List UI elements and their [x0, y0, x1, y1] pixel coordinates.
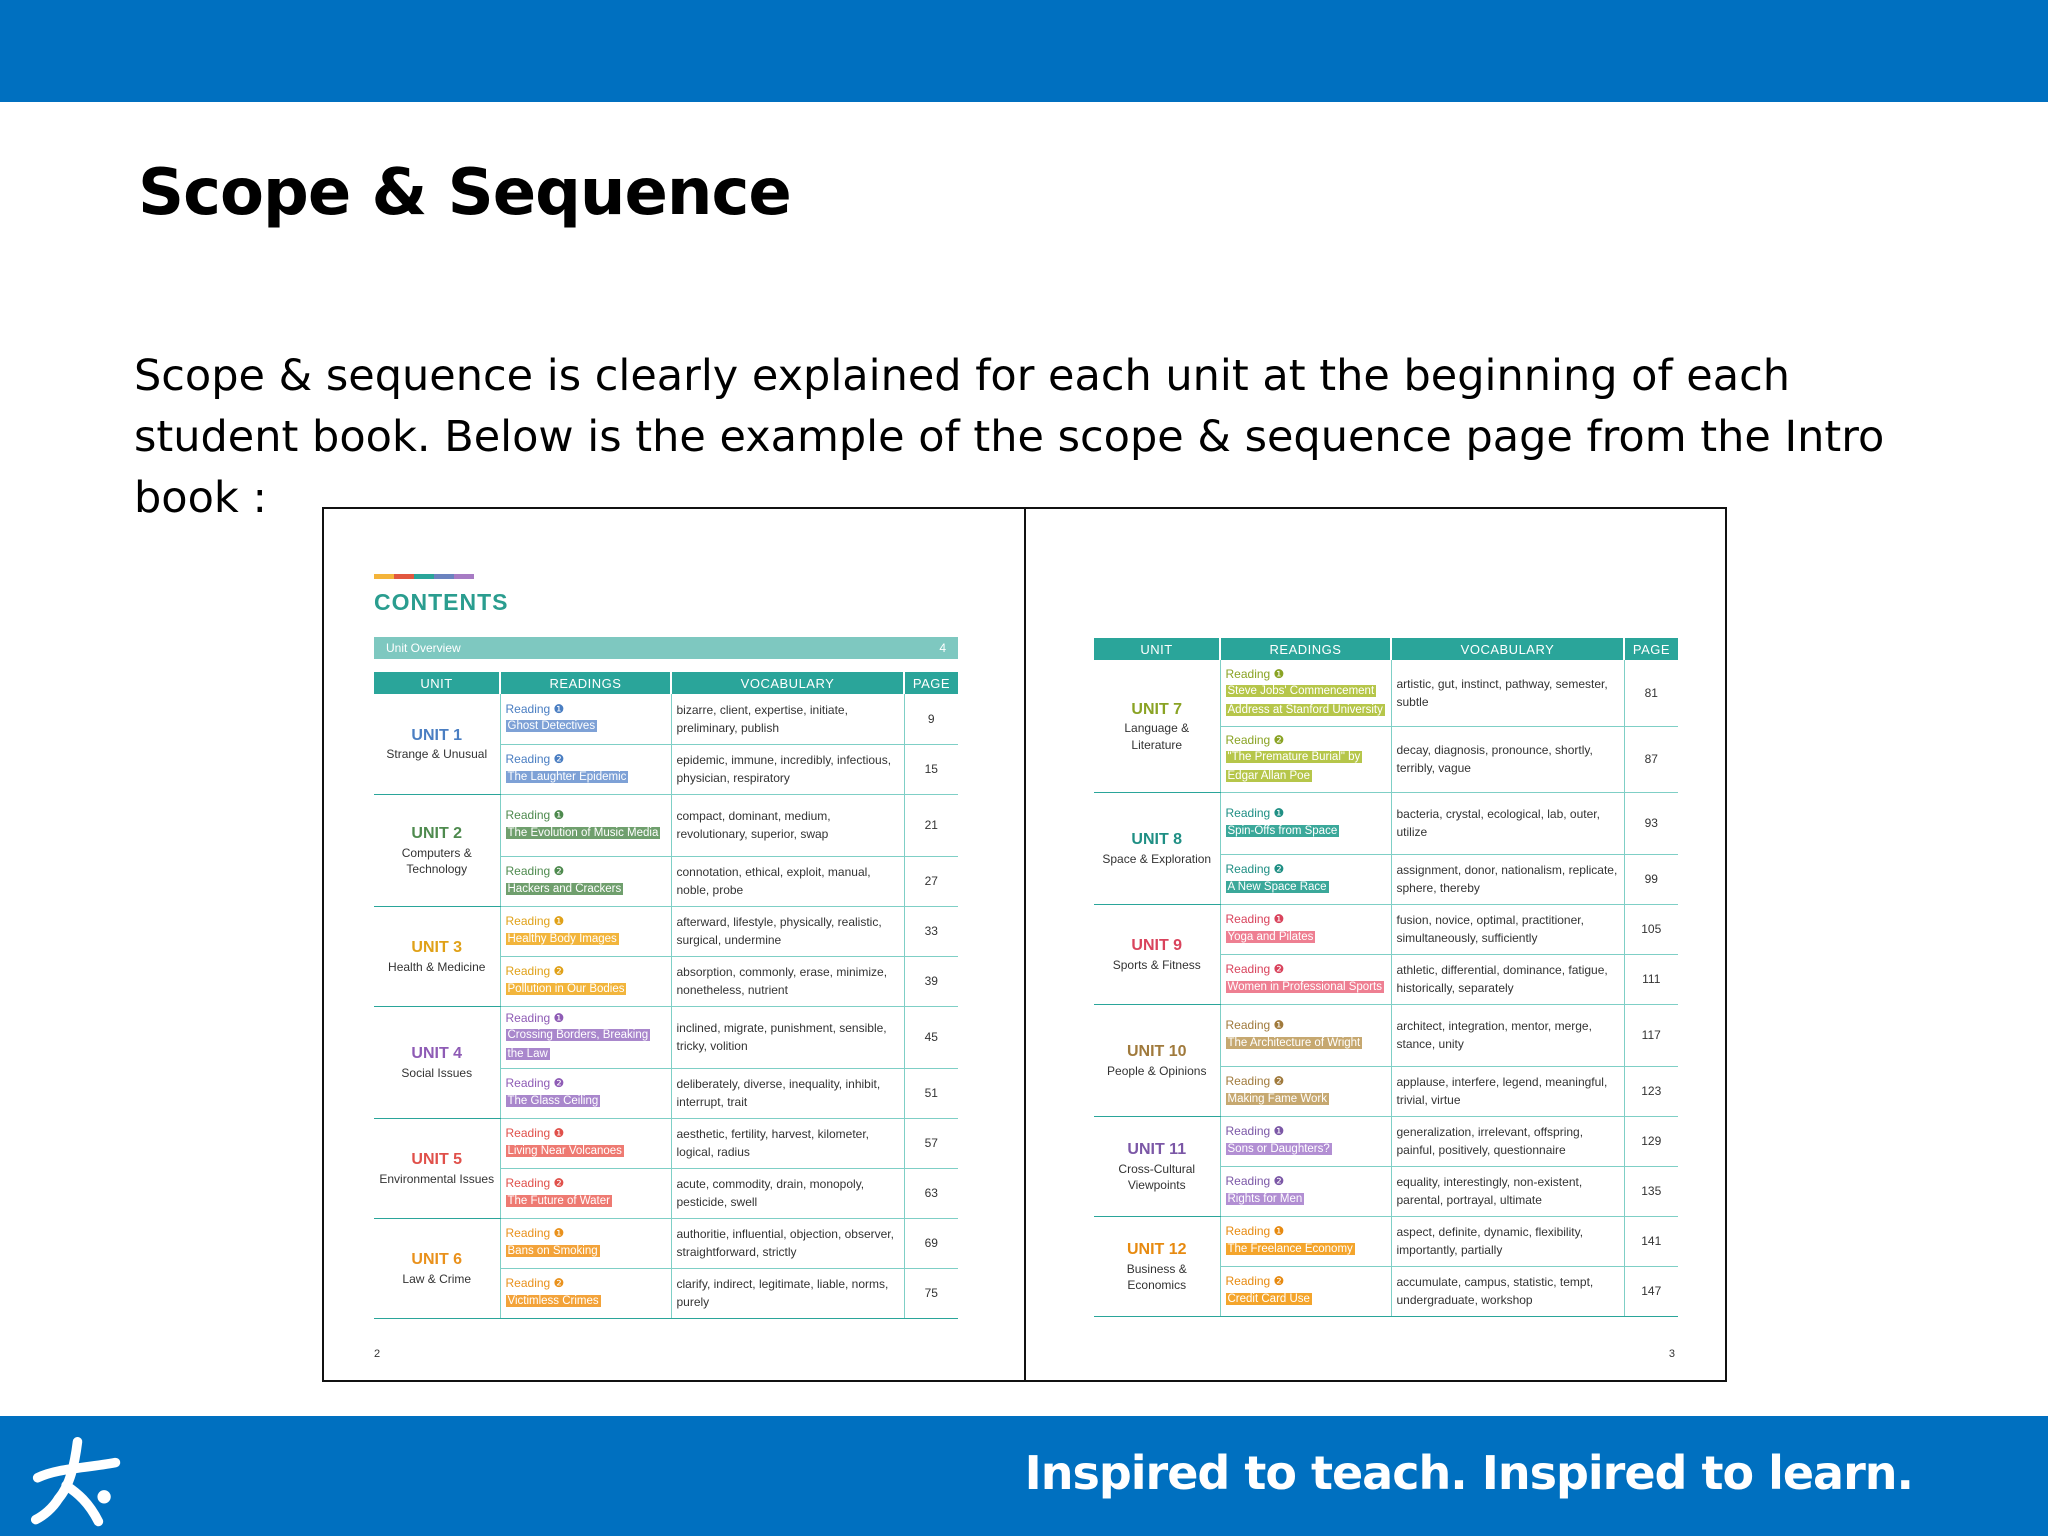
- vocabulary-cell: bacteria, crystal, ecological, lab, outer, utilize: [1391, 792, 1624, 854]
- reading-label: Reading ❶: [505, 808, 565, 823]
- reading-cell: [1220, 1166, 1391, 1216]
- vocabulary-cell: architect, integration, mentor, merge, stance, unity: [1391, 1004, 1624, 1066]
- reading-label: Reading ❶: [505, 1226, 565, 1241]
- table-row: [374, 794, 958, 856]
- strip-segment: [394, 574, 414, 579]
- reading-label: Reading ❷: [1225, 1174, 1285, 1189]
- contents-rows: [1094, 660, 1678, 1316]
- reading-title: Steve Jobs' Commencement Address at Stanford University: [1227, 684, 1383, 716]
- reading-label: Reading ❶: [505, 1126, 565, 1141]
- contents-table-right: [1094, 638, 1678, 1317]
- unit-theme: People & Opinions: [1107, 1063, 1207, 1078]
- column-header-readings: READINGS: [1220, 638, 1391, 660]
- reading-label: Reading ❷: [1225, 1074, 1285, 1089]
- unit-number: UNIT 11: [1127, 1141, 1187, 1159]
- reading-label: Reading ❶: [1225, 806, 1285, 821]
- page-number-cell: 87: [1624, 726, 1678, 792]
- reading-title: Ghost Detectives: [507, 720, 596, 733]
- table-row: [1094, 1116, 1678, 1166]
- unit-cell: [374, 794, 500, 906]
- unit-overview-bar: [374, 637, 958, 659]
- book-spread-image: [322, 507, 1727, 1382]
- vocabulary-cell: applause, interfere, legend, meaningful, trivial, virtue: [1391, 1066, 1624, 1116]
- table-row: [374, 1218, 958, 1268]
- reading-label: Reading ❷: [505, 1176, 565, 1191]
- unit-number: UNIT 4: [411, 1045, 463, 1063]
- unit-theme: Law & Crime: [402, 1271, 472, 1286]
- page-number-cell: 33: [904, 906, 958, 956]
- column-header-unit: UNIT: [1094, 638, 1220, 660]
- page-number-cell: 135: [1624, 1166, 1678, 1216]
- reading-label: Reading ❷: [1225, 1274, 1285, 1289]
- reading-cell: [500, 1006, 671, 1068]
- reading-title: Spin-Offs from Space: [1227, 824, 1338, 837]
- page-number-cell: 141: [1624, 1216, 1678, 1266]
- unit-cell: [1094, 792, 1220, 904]
- reading-title: A New Space Race: [1227, 880, 1327, 893]
- reading-cell: [1220, 792, 1391, 854]
- unit-overview-label: Unit Overview: [386, 641, 461, 655]
- page-number-cell: 129: [1624, 1116, 1678, 1166]
- reading-cell: [1220, 854, 1391, 904]
- reading-label: Reading ❷: [505, 752, 565, 767]
- reading-label: Reading ❶: [505, 1010, 565, 1025]
- reading-label: Reading ❶: [1225, 1124, 1285, 1139]
- reading-label: Reading ❶: [1225, 1018, 1285, 1033]
- unit-cell: [1094, 904, 1220, 1004]
- reading-title: Making Fame Work: [1227, 1092, 1327, 1105]
- page-number-cell: 99: [1624, 854, 1678, 904]
- column-header-page: PAGE: [1624, 638, 1678, 660]
- page-number-cell: 105: [1624, 904, 1678, 954]
- reading-cell: [1220, 904, 1391, 954]
- reading-cell: [500, 1268, 671, 1318]
- reading-cell: [1220, 1266, 1391, 1316]
- page-number-cell: 63: [904, 1168, 958, 1218]
- reading-title: Healthy Body Images: [507, 932, 617, 945]
- reading-cell: [500, 956, 671, 1006]
- page-number-cell: 75: [904, 1268, 958, 1318]
- table-row: [1094, 792, 1678, 854]
- unit-number: UNIT 7: [1131, 700, 1183, 718]
- reading-title: "The Premature Burial" by Edgar Allan Poe: [1227, 751, 1361, 783]
- reading-title: Crossing Borders, Breaking the Law: [507, 1029, 649, 1061]
- reading-title: Victimless Crimes: [507, 1294, 599, 1307]
- vocabulary-cell: deliberately, diverse, inequality, inhibit, interrupt, trait: [671, 1068, 904, 1118]
- page-number-cell: 147: [1624, 1266, 1678, 1316]
- unit-cell: [1094, 1216, 1220, 1316]
- vocabulary-cell: connotation, ethical, exploit, manual, noble, probe: [671, 856, 904, 906]
- slide-title: Scope & Sequence: [138, 156, 791, 230]
- unit-theme: Sports & Fitness: [1112, 957, 1201, 972]
- reading-title: Hackers and Crackers: [507, 882, 622, 895]
- reading-title: Living Near Volcanoes: [507, 1144, 622, 1157]
- reading-label: Reading ❶: [1225, 912, 1285, 927]
- page-number-cell: 27: [904, 856, 958, 906]
- page-number-cell: 51: [904, 1068, 958, 1118]
- page-number-cell: 9: [904, 694, 958, 744]
- column-header-vocabulary: VOCABULARY: [671, 672, 904, 694]
- unit-number: UNIT 3: [411, 939, 463, 957]
- vocabulary-cell: generalization, irrelevant, offspring, painful, positively, questionnaire: [1391, 1116, 1624, 1166]
- vocabulary-cell: aspect, definite, dynamic, flexibility, importantly, partially: [1391, 1216, 1624, 1266]
- vocabulary-cell: bizarre, client, expertise, initiate, preliminary, publish: [671, 694, 904, 744]
- reading-title: Bans on Smoking: [507, 1244, 598, 1257]
- table-row: [374, 694, 958, 744]
- vocabulary-cell: equality, interestingly, non-existent, parental, portrayal, ultimate: [1391, 1166, 1624, 1216]
- reading-title: The Evolution of Music Media: [507, 826, 659, 839]
- unit-cell: [1094, 1116, 1220, 1216]
- table-row: [1094, 1216, 1678, 1266]
- reading-cell: [1220, 1066, 1391, 1116]
- right-book-page: [1026, 509, 1727, 1380]
- table-row: [374, 1006, 958, 1068]
- vocabulary-cell: epidemic, immune, incredibly, infectious, physician, respiratory: [671, 744, 904, 794]
- reading-label: Reading ❷: [505, 1076, 565, 1091]
- page-number: 3: [1668, 1348, 1675, 1360]
- company-logo-icon: [30, 1436, 125, 1531]
- unit-theme: Language & Literature: [1124, 721, 1190, 752]
- reading-title: Women in Professional Sports: [1227, 980, 1382, 993]
- reading-title: Pollution in Our Bodies: [507, 982, 625, 995]
- reading-cell: [1220, 954, 1391, 1004]
- table-row: [1094, 660, 1678, 726]
- reading-title: The Freelance Economy: [1227, 1242, 1353, 1255]
- vocabulary-cell: afterward, lifestyle, physically, realistic, surgical, undermine: [671, 906, 904, 956]
- unit-number: UNIT 1: [411, 726, 463, 744]
- reading-cell: [500, 1068, 671, 1118]
- strip-segment: [414, 574, 434, 579]
- unit-cell: [1094, 660, 1220, 792]
- unit-number: UNIT 10: [1126, 1043, 1187, 1061]
- unit-cell: [374, 906, 500, 1006]
- unit-cell: [374, 1218, 500, 1318]
- unit-cell: [374, 694, 500, 794]
- column-header-page: PAGE: [904, 672, 958, 694]
- page-number-cell: 45: [904, 1006, 958, 1068]
- unit-cell: [1094, 1004, 1220, 1116]
- unit-cell: [374, 1006, 500, 1118]
- reading-label: Reading ❷: [505, 864, 565, 879]
- reading-title: Rights for Men: [1227, 1192, 1303, 1205]
- page-number-cell: 21: [904, 794, 958, 856]
- unit-theme: Environmental Issues: [379, 1171, 495, 1186]
- unit-theme: Computers & Technology: [401, 845, 472, 876]
- top-banner: [0, 0, 2048, 102]
- reading-title: Credit Card Use: [1227, 1292, 1310, 1305]
- unit-number: UNIT 2: [411, 825, 463, 843]
- contents-rows: [374, 694, 958, 1318]
- reading-label: Reading ❷: [1225, 962, 1285, 977]
- vocabulary-cell: acute, commodity, drain, monopoly, pesticide, swell: [671, 1168, 904, 1218]
- reading-title: The Laughter Epidemic: [507, 770, 627, 783]
- unit-number: UNIT 9: [1131, 937, 1183, 955]
- reading-title: Yoga and Pilates: [1227, 930, 1314, 943]
- unit-theme: Cross-Cultural Viewpoints: [1118, 1161, 1196, 1192]
- reading-label: Reading ❷: [1225, 862, 1285, 877]
- contents-heading: CONTENTS: [374, 589, 509, 615]
- page-number-cell: 81: [1624, 660, 1678, 726]
- reading-label: Reading ❷: [505, 1276, 565, 1291]
- reading-cell: [500, 856, 671, 906]
- page-number-cell: 111: [1624, 954, 1678, 1004]
- reading-cell: [1220, 1216, 1391, 1266]
- vocabulary-cell: fusion, novice, optimal, practitioner, simultaneously, sufficiently: [1391, 904, 1624, 954]
- reading-cell: [500, 1168, 671, 1218]
- vocabulary-cell: decay, diagnosis, pronounce, shortly, terribly, vague: [1391, 726, 1624, 792]
- reading-cell: [1220, 1116, 1391, 1166]
- page-number-cell: 69: [904, 1218, 958, 1268]
- unit-number: UNIT 12: [1126, 1241, 1187, 1259]
- page-number-cell: 15: [904, 744, 958, 794]
- vocabulary-cell: clarify, indirect, legitimate, liable, norms, purely: [671, 1268, 904, 1318]
- unit-theme: Strange & Unusual: [386, 747, 488, 762]
- reading-label: Reading ❶: [1225, 666, 1285, 681]
- unit-number: UNIT 8: [1131, 831, 1183, 849]
- unit-number: UNIT 6: [411, 1251, 463, 1269]
- unit-number: UNIT 5: [411, 1151, 463, 1169]
- vocabulary-cell: authoritie, influential, objection, observer, straightforward, strictly: [671, 1218, 904, 1268]
- unit-theme: Business & Economics: [1126, 1261, 1187, 1292]
- reading-label: Reading ❶: [505, 702, 565, 717]
- column-header-vocabulary: VOCABULARY: [1391, 638, 1624, 660]
- vocabulary-cell: accumulate, campus, statistic, tempt, undergraduate, workshop: [1391, 1266, 1624, 1316]
- reading-title: Sons or Daughters?: [1227, 1142, 1330, 1155]
- reading-cell: [1220, 726, 1391, 792]
- reading-label: Reading ❶: [505, 914, 565, 929]
- table-row: [1094, 1004, 1678, 1066]
- column-header-unit: UNIT: [374, 672, 500, 694]
- page-number-cell: 39: [904, 956, 958, 1006]
- reading-label: Reading ❷: [1225, 732, 1285, 747]
- vocabulary-cell: compact, dominant, medium, revolutionary, superior, swap: [671, 794, 904, 856]
- reading-label: Reading ❷: [505, 964, 565, 979]
- vocabulary-cell: aesthetic, fertility, harvest, kilometer, logical, radius: [671, 1118, 904, 1168]
- unit-overview-page: 4: [939, 641, 946, 655]
- reading-label: Reading ❶: [1225, 1224, 1285, 1239]
- strip-segment: [434, 574, 454, 579]
- unit-theme: Health & Medicine: [388, 959, 486, 974]
- reading-cell: [500, 1118, 671, 1168]
- reading-cell: [1220, 1004, 1391, 1066]
- table-row: [374, 1118, 958, 1168]
- reading-cell: [500, 906, 671, 956]
- left-book-page: [324, 509, 1024, 1380]
- reading-cell: [500, 1218, 671, 1268]
- unit-theme: Social Issues: [401, 1065, 473, 1080]
- page-number-cell: 117: [1624, 1004, 1678, 1066]
- column-header-readings: READINGS: [500, 672, 671, 694]
- vocabulary-cell: athletic, differential, dominance, fatigue, historically, separately: [1391, 954, 1624, 1004]
- reading-cell: [500, 794, 671, 856]
- table-row: [374, 906, 958, 956]
- vocabulary-cell: inclined, migrate, punishment, sensible, tricky, volition: [671, 1006, 904, 1068]
- page-number: 2: [374, 1348, 381, 1360]
- strip-segment: [374, 574, 394, 579]
- page-number-cell: 123: [1624, 1066, 1678, 1116]
- contents-table-left: [374, 672, 958, 1319]
- bottom-banner: [0, 1416, 2048, 1536]
- vocabulary-cell: assignment, donor, nationalism, replicate, sphere, thereby: [1391, 854, 1624, 904]
- reading-cell: [500, 694, 671, 744]
- slide-body-text: Scope & sequence is clearly explained for each unit at the beginning of each student book. Below is the example of the scope & sequence page from the Intro book :: [134, 351, 1885, 523]
- unit-theme: Space & Exploration: [1102, 851, 1212, 866]
- vocabulary-cell: absorption, commonly, erase, minimize, nonetheless, nutrient: [671, 956, 904, 1006]
- reading-title: The Architecture of Wright: [1227, 1036, 1361, 1049]
- color-strip: [374, 574, 474, 579]
- reading-cell: [500, 744, 671, 794]
- vocabulary-cell: artistic, gut, instinct, pathway, semester, subtle: [1391, 660, 1624, 726]
- reading-title: The Glass Ceiling: [507, 1094, 599, 1107]
- strip-segment: [454, 574, 474, 579]
- reading-title: The Future of Water: [507, 1194, 610, 1207]
- page-number-cell: 93: [1624, 792, 1678, 854]
- unit-cell: [374, 1118, 500, 1218]
- tagline: Inspired to teach. Inspired to learn.: [1024, 1446, 1913, 1500]
- reading-cell: [1220, 660, 1391, 726]
- table-row: [1094, 904, 1678, 954]
- page-number-cell: 57: [904, 1118, 958, 1168]
